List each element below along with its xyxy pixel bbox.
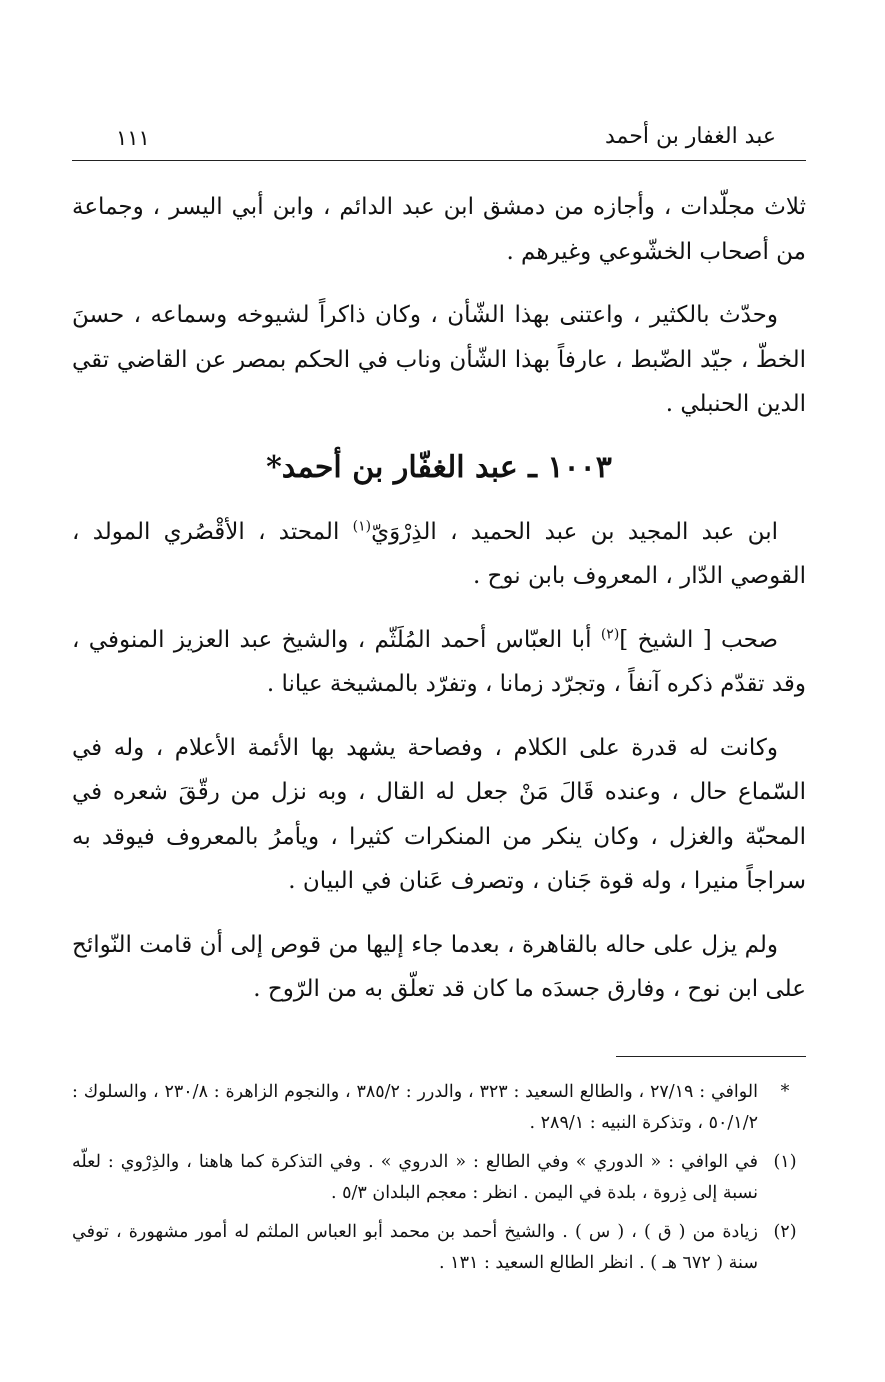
footnote-marker: * [780, 1081, 790, 1102]
continued-paragraph: ثلاث مجلّدات ، وأجازه من دمشق ابن عبد الدائم ، وابن أبي اليسر ، وجماعة من أصحاب الخشّوعي وغيرهم . [72, 194, 806, 265]
footnote-marker: (٢) [773, 1221, 797, 1242]
entry-paragraph: ولم يزل على حاله بالقاهرة ، بعدما جاء إليها من قوص إلى أن قامت النّوائح على ابن نوح ، وفارق جسدَه ما كان قد تعلّق به من الرّوح . [72, 931, 806, 1002]
entry-heading: ١٠٠٣ ـ عبد الغفّار بن أحمد* [266, 449, 612, 485]
running-header [72, 118, 806, 161]
footnotes [72, 1077, 806, 1279]
entry-paragraph [72, 618, 806, 707]
running-title: عبد الغفار بن أحمد [604, 124, 776, 149]
footnote-marker: (١) [773, 1151, 797, 1172]
book-page [72, 118, 806, 1287]
entry-paragraph: وكانت له قدرة على الكلام ، وفصاحة يشهد بها الأئمة الأعلام ، وله في السّماع حال ، وعنده قَالَ مَنْ جعل له القال ، وبه نزل من رقّقَ شعره في المحبّة والغزل ، وكان ينكر من المنكرات كثيرا ، ويأمرُ بالمعروف فيوقد به سراجاً منيرا ، وله قوة جَنان ، وتصرف عَنان في البيان . [72, 734, 806, 894]
entry-text: أبا العبّاس أحمد المُلَثّم ، والشيخ عبد العزيز المنوفي ، وقد تقدّم ذكره آنفاً ، وتجرّد زمانا ، وتفرّد بالمشيخة عيانا . [72, 626, 806, 697]
footnote-item [72, 1147, 806, 1209]
footnote-reference: (١) [352, 517, 372, 534]
entry-text: صحب [ الشيخ ] [619, 626, 778, 653]
footnote-text: الوافي : ٢٧/١٩ ، والطالع السعيد : ٣٢٣ ، والدرر : ٣٨٥/٢ ، والنجوم الزاهرة : ٢٣٠/٨ ، والسلوك : ٥٠/١/٢ ، وتذكرة النبيه : ٢٨٩/١ . [72, 1081, 758, 1133]
body-text [72, 185, 806, 1012]
footnote-reference: (٢) [600, 625, 620, 642]
footnote-separator [616, 1056, 806, 1057]
continued-paragraph: وحدّث بالكثير ، واعتنى بهذا الشّأن ، وكان ذاكراً لشيوخه وسماعه ، حسنَ الخطّ ، جيّد الضّبط ، عارفاً بهذا الشّأن وناب في الحكم بمصر عن القاضي تقي الدين الحنبلي . [72, 302, 806, 417]
footnote-item [72, 1217, 806, 1279]
entry-paragraph [72, 510, 806, 599]
entry-text: المحتد ، الأقْصُري المولد ، القوصي الدّار ، المعروف بابن نوح . [72, 518, 806, 589]
entry-text: ابن عبد المجيد بن عبد الحميد ، الذِرْوَيّ [371, 518, 778, 545]
footnote-text: زيادة من ( ق ) ، ( س ) . والشيخ أحمد بن محمد أبو العباس الملثم له أمور مشهورة ، توفي سنة ( ٦٧٢ هـ ) . انظر الطالع السعيد : ١٣١ . [72, 1221, 758, 1273]
footnote-item [72, 1077, 806, 1139]
page-number: ١١١ [116, 126, 150, 150]
footnote-text: في الوافي : « الدوري » وفي الطالع : « الدروي » . وفي التذكرة كما هاهنا ، والذِرْوي : لعلّه نسبة إلى ذِروة ، بلدة في اليمن . انظر : معجم البلدان ٥/٣ . [72, 1151, 758, 1203]
